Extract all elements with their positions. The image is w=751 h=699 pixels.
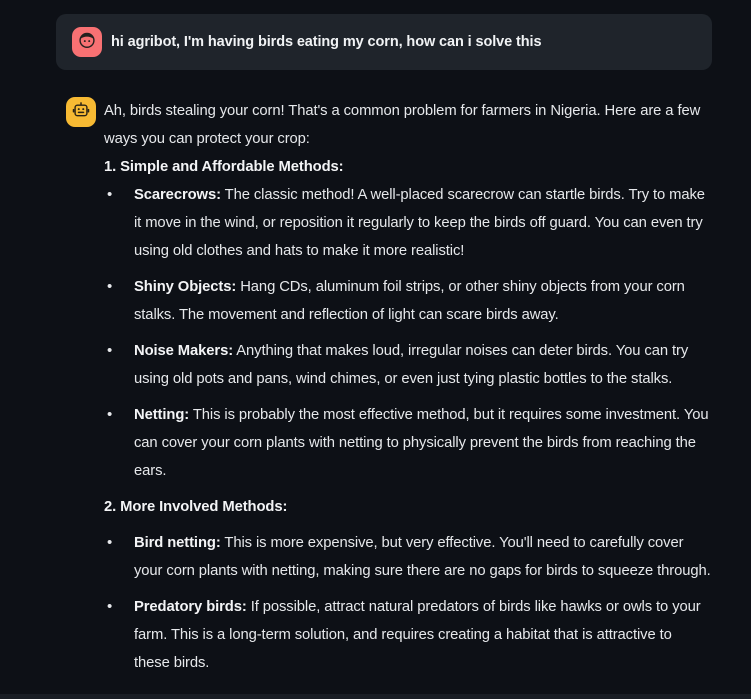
assistant-avatar [66,97,96,127]
list-item-desc: This is probably the most effective method, but it requires some investment. You can cover your corn plants with netting to physically prevent the birds from reaching the ears. [134,407,709,479]
section-heading-2: 2. More Involved Methods: [104,499,288,515]
list-item-term: Netting: [134,407,190,423]
bottom-panel-edge [0,694,751,699]
method-list-1 [104,181,711,485]
list-item-desc: Hang CDs, aluminum foil strips, or other shiny objects from your corn stalks. The movement and reflection of light can scare birds away. [134,279,685,323]
list-item-term: Shiny Objects: [134,279,237,295]
list-item-term: Scarecrows: [134,187,221,203]
list-item-term: Predatory birds: [134,599,247,615]
list-item [104,337,711,393]
list-item-desc: The classic method! A well-placed scarecrow can startle birds. Try to make it move in the wind, or reposition it regularly to keep the birds off guard. You can even try using old clothes and hats to make it more realistic! [134,187,705,259]
list-item-desc: If possible, attract natural predators of birds like hawks or owls to your farm. This is a long-term solution, and requires creating a habitat that is attractive to these birds. [134,599,701,671]
user-message-text: hi agribot, I'm having birds eating my corn, how can i solve this [111,34,542,50]
assistant-intro: Ah, birds stealing your corn! That's a common problem for farmers in Nigeria. Here are a few ways you can protect your crop: [104,103,701,147]
robot-icon [71,100,91,125]
method-list-2 [104,529,711,677]
section-heading-1: 1. Simple and Affordable Methods: [104,159,344,175]
list-item-term: Noise Makers: [134,343,234,359]
list-item [104,181,711,265]
list-item-desc: Anything that makes loud, irregular noises can deter birds. You can try using old pots and pans, wind chimes, or even just tying plastic bottles to the stalks. [134,343,689,387]
list-item [104,273,711,329]
chat-conversation [0,14,751,699]
list-item-term: Bird netting: [134,535,221,551]
list-item-desc: This is more expensive, but very effective. You'll need to carefully cover your corn plants with netting, making sure there are no gaps for birds to squeeze through. [134,535,711,579]
person-face-icon [77,30,97,55]
list-item [104,593,711,677]
assistant-message [66,97,711,677]
list-item [104,529,711,585]
list-item [104,401,711,485]
user-message [56,14,712,70]
assistant-message-body [104,97,711,677]
user-avatar [72,27,102,57]
